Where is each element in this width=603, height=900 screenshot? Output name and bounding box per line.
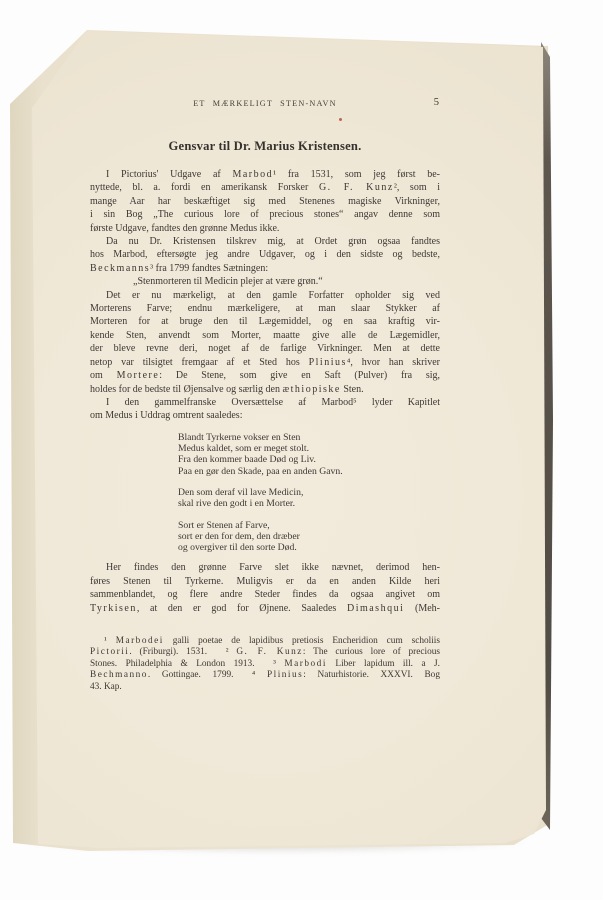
letterspaced-word: G. F. Kunz <box>236 647 303 658</box>
letterspaced-word: Pictorii <box>90 647 130 658</box>
text-line: i sin Bog „The curious lore of precious stones“ angav denne som <box>90 209 440 221</box>
text-line: nyttede, bl. a. fordi en amerikansk Forsker G. F. Kunz², som i <box>90 182 440 194</box>
text-line: kende Sten, anvendt som Morter, maatte give alle de Lægemidler, <box>90 329 440 341</box>
text-line: om Medus i Uddrag omtrent saaledes: <box>90 410 243 422</box>
verse-stanza <box>178 487 440 510</box>
letterspaced-word: Bechmanno <box>90 670 148 681</box>
page-content <box>90 99 440 693</box>
verse-block <box>178 432 440 554</box>
letterspaced-word: Marbodei <box>115 636 164 647</box>
verse-line: Paa en gør den Skade, paa en anden Gavn. <box>178 465 343 477</box>
verse-line: Medus kaldet, som er meget stolt. <box>178 443 310 455</box>
running-title: ET MÆRKELIGT STEN-NAVN <box>193 99 337 108</box>
ink-speck <box>339 118 342 121</box>
letterspaced-word: Dimashqui <box>346 602 405 614</box>
text-line: Her findes den grønne Farve slet ikke nævnet, derimod hen- <box>106 562 440 574</box>
text-line: føres Stenen til Tyrkerne. Muligvis er da en anden Kilde heri <box>90 575 440 587</box>
para-block <box>90 561 440 615</box>
text-line: I Pictorius' Udgave af Marbod¹ fra 1531, som jeg først be- <box>106 169 440 180</box>
footnote-line: Bechmanno. Gottingae. 1799. ⁴ Plinius: Naturhistorie. XXXVI. Bog <box>90 670 440 681</box>
footnote-line: Pictorii. (Friburgi). 1531. ² G. F. Kunz: The curious lore of precious <box>90 647 440 658</box>
para-block <box>90 168 440 235</box>
verse-line: og overgiver til den sorte Død. <box>178 542 297 554</box>
quote-block <box>90 275 440 288</box>
text-line: hos Marbod, eftersøgte jeg andre Udgaver, og i den sidste og bedste, <box>90 249 440 261</box>
verse-line: skal rive den godt i en Morter. <box>178 498 296 510</box>
letterspaced-word: æthiopiske <box>282 383 341 395</box>
text-line: første Udgave, fandtes den grønne Medus ikke. <box>90 222 280 234</box>
text-line: Da nu Dr. Kristensen tilskrev mig, at Ordet grøn ogsaa fandtes <box>106 236 440 248</box>
letterspaced-word: Beckmanns <box>90 262 151 274</box>
verse-stanza <box>178 432 440 477</box>
verse-line: Blandt Tyrkerne vokser en Sten <box>178 431 301 443</box>
letterspaced-word: Mortere <box>116 370 160 382</box>
letterspaced-word: Tyrkisen <box>90 602 137 614</box>
text-line: Det er nu mærkeligt, at den gamle Forfatter opholder sig ved <box>106 289 440 301</box>
letterspaced-word: Plinius <box>308 356 347 368</box>
letterspaced-word: Plinius <box>266 670 304 681</box>
verse-line: Sort er Stenen af Farve, <box>178 519 270 531</box>
para-block <box>90 396 440 423</box>
text-line: om Mortere: De Stene, som give en Saft (Pulver) fra sig, <box>90 370 440 382</box>
letterspaced-word: G. F. Kunz <box>318 182 394 194</box>
verse-line: sort er den for dem, den dræber <box>178 530 300 542</box>
para-block <box>90 235 440 275</box>
page-number: 5 <box>433 97 439 108</box>
verse-stanza <box>178 520 440 554</box>
text-line: der bleve revne deri, noget af de farlige Virkninger. Men at dette <box>90 343 440 355</box>
letterspaced-word: Marbodi <box>284 658 327 669</box>
running-head <box>90 99 440 112</box>
letterspaced-word: Marbod <box>232 169 274 180</box>
footnotes <box>90 636 440 693</box>
text-line: Tyrkisen, at den er god for Øjnene. Saaledes Dimashqui (Meh- <box>90 602 440 614</box>
para-block <box>90 289 440 396</box>
text-line: mange Aar har beskæftiget sig med Stenenes magiske Virkninger, <box>90 195 440 207</box>
text-line: „Stenmorteren til Medicin plejer at være grøn.“ <box>133 276 323 288</box>
text-line: Morteren for at bruge den til Lægemiddel, og en saa kraftig vir- <box>90 316 440 328</box>
text-line: holdes for de bedste til Øjensalve og særlig den æthiopiske Sten. <box>90 383 364 395</box>
verse-line: Den som deraf vil lave Medicin, <box>178 486 304 498</box>
verse-line: Fra den kommer baade Død og Liv. <box>178 454 316 466</box>
text-line: I den gammelfranske Oversættelse af Marbod⁵ lyder Kapitlet <box>106 396 440 408</box>
footnote-line: ¹ Marbodei galli poetae de lapidibus pretiosis Encheridion cum scholiis <box>104 636 440 647</box>
text-line: Morterens Farve; endnu mærkeligere, at man slaar Stykker af <box>90 303 440 315</box>
text-line: sammenblandet, og flere andre Steder findes da ogsaa angivet om <box>90 589 440 601</box>
body-text <box>90 168 440 615</box>
article-title: Gensvar til Dr. Marius Kristensen. <box>168 139 362 153</box>
footnote-line: Stones. Philadelphia & London 1913. ³ Marbodi Liber lapidum ill. a J. <box>90 658 440 669</box>
text-line: Beckmanns³ fra 1799 fandtes Sætningen: <box>90 262 269 274</box>
footnote-line: 43. Kap. <box>90 681 122 692</box>
text-line: netop var tilsigtet fremgaar af et Sted hos Plinius⁴, hvor han skriver <box>90 356 440 368</box>
